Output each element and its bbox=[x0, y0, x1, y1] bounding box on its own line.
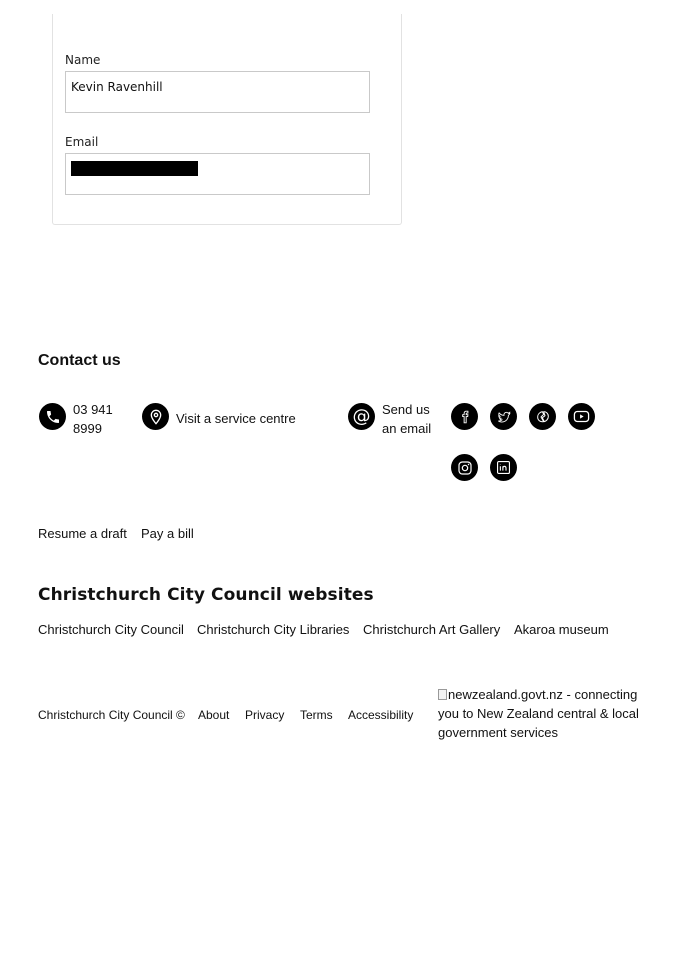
email-line-1: Send us bbox=[382, 402, 430, 417]
website-link-akaroa-museum[interactable]: Akaroa museum bbox=[514, 622, 609, 637]
websites-heading: Christchurch City Council websites bbox=[38, 585, 374, 605]
linkedin-icon[interactable] bbox=[490, 454, 517, 481]
phone-line-2: 8999 bbox=[73, 421, 102, 436]
copyright-text: Christchurch City Council © bbox=[38, 708, 185, 722]
contact-heading: Contact us bbox=[38, 352, 121, 369]
email-field[interactable] bbox=[65, 153, 370, 195]
phone-line-1: 03 941 bbox=[73, 402, 113, 417]
youtube-icon[interactable] bbox=[568, 403, 595, 430]
name-label: Name bbox=[65, 53, 101, 67]
govt-nz-logo-link[interactable] bbox=[438, 685, 653, 742]
facebook-icon[interactable] bbox=[451, 403, 478, 430]
location-pin-icon bbox=[142, 403, 169, 430]
email-label: Email bbox=[65, 135, 99, 149]
at-sign-icon: @ bbox=[348, 403, 375, 430]
footer-accessibility-link[interactable]: Accessibility bbox=[348, 708, 414, 722]
website-link-art-gallery[interactable]: Christchurch Art Gallery bbox=[363, 622, 501, 637]
website-link-council[interactable]: Christchurch City Council bbox=[38, 622, 184, 637]
footer-privacy-link[interactable]: Privacy bbox=[245, 708, 285, 722]
resume-draft-link[interactable]: Resume a draft bbox=[38, 526, 127, 541]
footer-about-link[interactable]: About bbox=[198, 708, 230, 722]
redaction-bar bbox=[71, 161, 198, 176]
name-field[interactable] bbox=[65, 71, 370, 113]
pay-bill-link[interactable]: Pay a bill bbox=[141, 526, 194, 541]
phone-icon bbox=[39, 403, 66, 430]
name-value: Kevin Ravenhill bbox=[71, 80, 163, 94]
govt-nz-alt-text: newzealand.govt.nz - connecting you to New Zealand central & local government services bbox=[438, 687, 639, 740]
website-link-libraries[interactable]: Christchurch City Libraries bbox=[197, 622, 350, 637]
phone-link[interactable] bbox=[73, 400, 113, 438]
instagram-icon[interactable] bbox=[451, 454, 478, 481]
send-email-link[interactable] bbox=[382, 400, 431, 438]
twitter-icon[interactable] bbox=[490, 403, 517, 430]
flickr-icon[interactable] bbox=[529, 403, 556, 430]
footer-terms-link[interactable]: Terms bbox=[300, 708, 333, 722]
broken-image-icon bbox=[438, 689, 447, 700]
email-line-2: an email bbox=[382, 421, 432, 436]
visit-service-centre-link[interactable]: Visit a service centre bbox=[176, 411, 296, 426]
